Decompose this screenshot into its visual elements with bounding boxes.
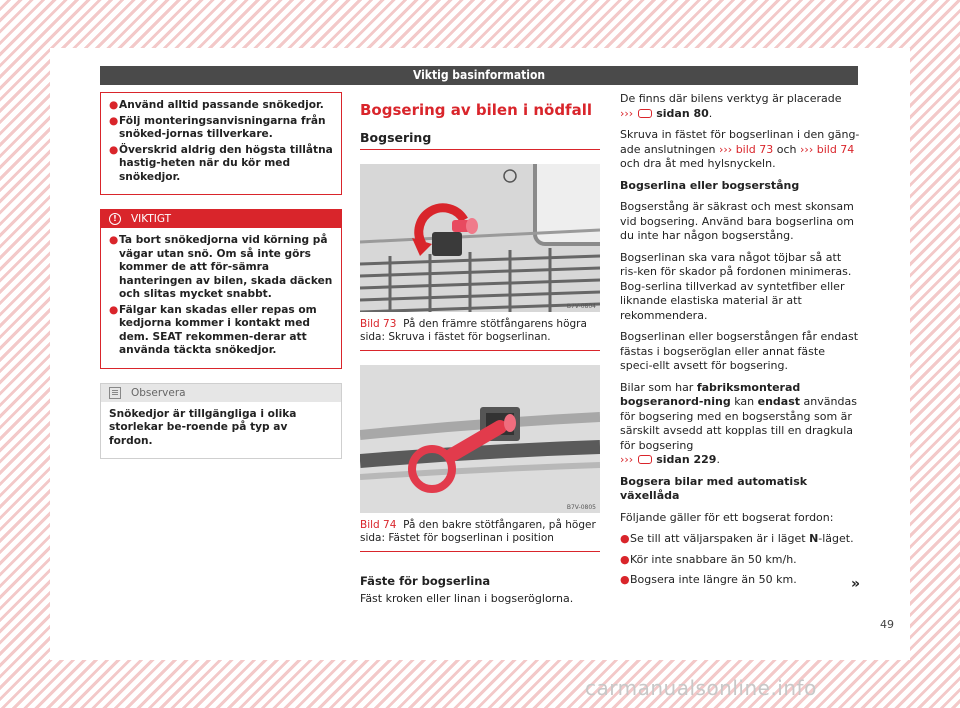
- figure-code: B7V-0805: [566, 504, 596, 511]
- warning-box: [100, 209, 342, 369]
- page-title: Bogsering av bilen i nödfall: [360, 101, 592, 119]
- figure-code: B7V-0804: [566, 303, 596, 310]
- left-column: [100, 92, 342, 459]
- section-header: Viktig basinformation: [100, 66, 858, 85]
- note-text: Snökedjor är tillgängliga i olika storlekar be-roende på typ av fordon.: [109, 407, 297, 447]
- list-item: ● Bogsera inte längre än 50 km.: [620, 573, 797, 586]
- paragraph: De finns där bilens verktyg är placerade ››› sidan 80.: [620, 92, 842, 120]
- list-item: ● Fälgar kan skadas eller repas om kedjorna kommer i kontakt med dem. SEAT rekommen-derar att använda täckta snökedjor.: [109, 303, 317, 356]
- subsection-title: Bogsering: [360, 130, 600, 150]
- note-title: Observera: [131, 386, 186, 399]
- list-item: ● Överskrid aldrig den högsta tillåtna hastig-heten när du kör med snökedjor.: [109, 143, 333, 183]
- list-item: ● Se till att väljarspaken är i läget N-läget.: [620, 532, 854, 545]
- list-item: ● Kör inte snabbare än 50 km/h.: [620, 552, 797, 566]
- figure-link[interactable]: bild 74: [816, 142, 855, 156]
- note-header: [101, 384, 341, 402]
- middle-column: [360, 92, 600, 606]
- note-box: [100, 383, 342, 460]
- rear-bumper-tow-hook-illustration: [360, 365, 600, 513]
- reference-arrows: ›››: [620, 106, 634, 120]
- bullet-icon: ●: [620, 573, 630, 586]
- paragraph: Bogserstång är säkrast och mest skonsam vid bogsering. Använd bara bogserlina om du inte har någon bogserstång.: [620, 200, 854, 242]
- figure-73-caption: Bild 73 På den främre stötfångarens högra sida: Skruva i fästet för bogserlinan.: [360, 318, 600, 351]
- paragraph: Följande gäller för ett bogserat fordon:: [620, 510, 834, 524]
- page-link[interactable]: sidan 229: [656, 453, 717, 466]
- book-reference-icon: [638, 109, 652, 118]
- figure-74-image: [360, 365, 600, 513]
- book-reference-icon: [638, 455, 652, 464]
- front-bumper-tow-hook-illustration: [360, 164, 600, 312]
- snow-chain-tips-box: [100, 92, 342, 195]
- bullet-icon: ●: [620, 532, 630, 545]
- paragraph: Skruva in fästet för bogserlinan i den gäng-ade anslutningen ››› bild 73 och ››› bild 74 och dra åt med hylsnyckeln.: [620, 128, 860, 170]
- note-icon: [109, 387, 121, 399]
- bullet-icon: ●: [109, 99, 119, 111]
- bullet-icon: ●: [620, 552, 630, 566]
- bullet-icon: ●: [109, 114, 119, 127]
- warning-title: VIKTIGT: [131, 213, 172, 225]
- right-column: [620, 92, 860, 592]
- section-heading: Fäste för bogserlina: [360, 574, 491, 588]
- continued-icon: »: [850, 576, 860, 592]
- page-number: 49: [880, 618, 894, 631]
- list-item: ● Följ monteringsanvisningarna från snöked-jornas tillverkare.: [109, 114, 326, 140]
- paragraph: Bilar som har fabriksmonterad bogseranord-ning kan endast användas för bogsering med en bogserstång som är särskilt avsedd att kopplas till en dragkula för bogsering ››› sidan 229.: [620, 380, 857, 466]
- figure-link[interactable]: bild 73: [735, 142, 774, 156]
- subheading: Bogserlina eller bogserstång: [620, 178, 800, 192]
- section-text: Fäst kroken eller linan i bogseröglorna.: [360, 592, 574, 605]
- watermark: carmanualsonline.info: [585, 676, 817, 700]
- figure-73-image: [360, 164, 600, 312]
- bullet-icon: ●: [109, 143, 119, 156]
- bullet-icon: ●: [109, 234, 119, 246]
- list-item: ● Ta bort snökedjorna vid körning på vägar utan snö. Om så inte görs kommer de att för-sämra hanteringen av bilen, skada däcken och slitas mycket snabbt.: [109, 234, 333, 300]
- figure-74-caption: Bild 74 På den bakre stötfångaren, på höger sida: Fästet för bogserlinan i position: [360, 519, 600, 552]
- page-link[interactable]: sidan 80: [656, 106, 709, 120]
- list-item: ● Använd alltid passande snökedjor.: [109, 99, 324, 111]
- exclamation-icon: !: [109, 213, 121, 225]
- subheading: Bogsera bilar med automatisk växellåda: [620, 474, 808, 502]
- bullet-icon: ●: [109, 303, 119, 316]
- warning-header: [101, 210, 341, 228]
- paragraph: Bogserlinan ska vara något töjbar så att ris-ken för skador på fordonen minimeras. Bog-serlina tillverkad av syntetfiber eller liknande elastiska material är att rekommendera.: [620, 250, 852, 322]
- paragraph: Bogserlinan eller bogserstången får endast fästas i bogseröglan eller annat fäste speci-ellt avsett för bogsering.: [620, 330, 859, 372]
